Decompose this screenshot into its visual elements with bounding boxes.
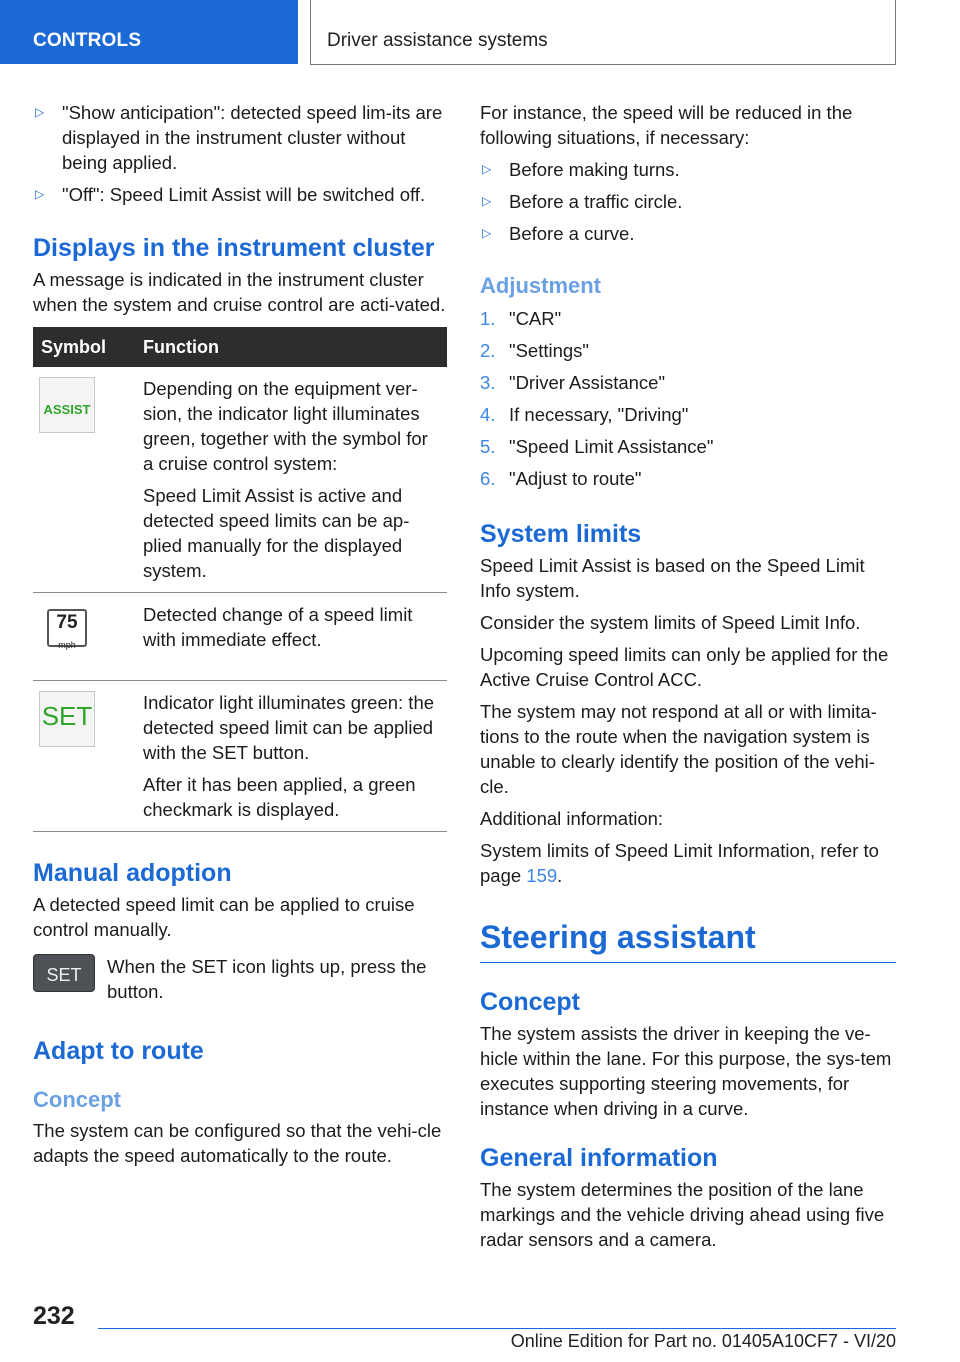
displays-text: A message is indicated in the instrument cluster when the system and cruise control are acti-vated. — [33, 269, 446, 315]
section-title: CONTROLS — [33, 30, 142, 51]
list-item: 2. "Settings" — [480, 340, 589, 361]
page-link[interactable]: 159 — [526, 865, 558, 886]
concept-heading: Concept — [33, 1087, 121, 1112]
list-item: ▷ "Show anticipation": detected speed lim-its are displayed in the instrument cluster without being applied. — [35, 102, 443, 173]
chapter-title: Driver assistance systems — [327, 30, 548, 51]
manual-adoption-text: A detected speed limit can be applied to cruise control manually. — [33, 894, 415, 940]
steering-concept-heading: Concept — [480, 988, 580, 1016]
list-item: ▷ "Off": Speed Limit Assist will be switched off. — [35, 184, 426, 205]
column-header-symbol: Symbol — [33, 327, 131, 367]
adapt-to-route-heading: Adapt to route — [33, 1037, 204, 1065]
table-row: 75 mph Detected change of a speed limit with immediate effect. — [33, 593, 447, 681]
chapter-header — [310, 0, 896, 65]
triangle-bullet-icon: ▷ — [482, 162, 492, 176]
table-row: SET Indicator light illuminates green: the detected speed limit can be applied with the SET button. After it has been applied, a green checkmark is displayed. — [33, 681, 447, 832]
list-item: 4. If necessary, "Driving" — [480, 404, 689, 425]
list-item: 3. "Driver Assistance" — [480, 372, 666, 393]
list-item: 6. "Adjust to route" — [480, 468, 642, 489]
edition-text: Online Edition for Part no. 01405A10CF7 - VI/20 — [510, 1331, 896, 1351]
concept-text: The system can be configured so that the vehi-cle adapts the speed automatically to the route. — [33, 1120, 442, 1166]
adjustment-heading: Adjustment — [480, 273, 601, 298]
right-column: For instance, the speed will be reduced in the following situations, if necessary: ▷ Before making turns. ▷ Before a traffic circle. ▷ Before a curve. Adjustment 1. "CAR" 2. "Settings" 3. "Driver Assistance" 4. If necessary, "Driving" 5. "Speed Limit Assistance" 6. "Adjust to route" System limits Speed Limit Assist is based on the Speed Limit Info system. Consider the system limits of Speed Limit Info. Upcoming speed limits can only be applied for the Active Cruise Control ACC. The system may not respond at all or with limita-tions to the route when the navigation system is unable to clearly identify the position of the vehi-cle. Additional information: System limits of Speed Limit Information, refer to page 159. Steering assistant Concept The system assists the driver in keeping the ve-hicle within the lane. For this purpose, the sys-tem executes supporting steering movements, for instance when driving in a curve. General information The system determines the position of the lane markings and the vehicle driving ahead using five radar sensors and a camera. — [480, 100, 896, 1259]
triangle-bullet-icon: ▷ — [35, 105, 45, 119]
manual-instruction: SET When the SET icon lights up, press the button. — [33, 954, 447, 1004]
manual-adoption-heading: Manual adoption — [33, 859, 232, 887]
table-row: ASSIST Depending on the equipment ver-sion, the indicator light illuminates green, together with the symbol for a cruise control system: Speed Limit Assist is active and detected speed limits can be ap-plied manually for the displayed system. — [33, 367, 447, 593]
displays-heading: Displays in the instrument cluster — [33, 234, 435, 262]
list-item: ▷ Before making turns. — [482, 159, 680, 180]
triangle-bullet-icon: ▷ — [482, 226, 492, 240]
system-limits-heading: System limits — [480, 520, 642, 548]
page-number: 232 — [33, 1302, 75, 1330]
left-column — [33, 100, 447, 1175]
triangle-bullet-icon: ▷ — [482, 194, 492, 208]
list-item: ▷ Before a curve. — [482, 223, 635, 244]
intro-text: For instance, the speed will be reduced in the following situations, if necessary: — [480, 102, 853, 148]
section-tab — [0, 0, 298, 64]
symbol-table — [33, 327, 447, 832]
triangle-bullet-icon: ▷ — [35, 187, 45, 201]
steering-assistant-heading: Steering assistant — [480, 918, 896, 963]
list-item: ▷ Before a traffic circle. — [482, 191, 683, 212]
set-indicator-icon: SET — [39, 691, 95, 747]
list-item: 5. "Speed Limit Assistance" — [480, 436, 714, 457]
general-information-heading: General information — [480, 1144, 718, 1172]
list-item: 1. "CAR" — [480, 308, 562, 329]
column-header-function: Function — [131, 327, 447, 367]
speed-limit-sign-icon: 75 mph — [47, 609, 87, 647]
footer-rule — [98, 1328, 896, 1329]
set-button-icon: SET — [33, 954, 95, 992]
page-reference: System limits of Speed Limit Information, refer to page 159. — [480, 840, 879, 886]
assist-indicator-icon: ASSIST — [39, 377, 95, 433]
